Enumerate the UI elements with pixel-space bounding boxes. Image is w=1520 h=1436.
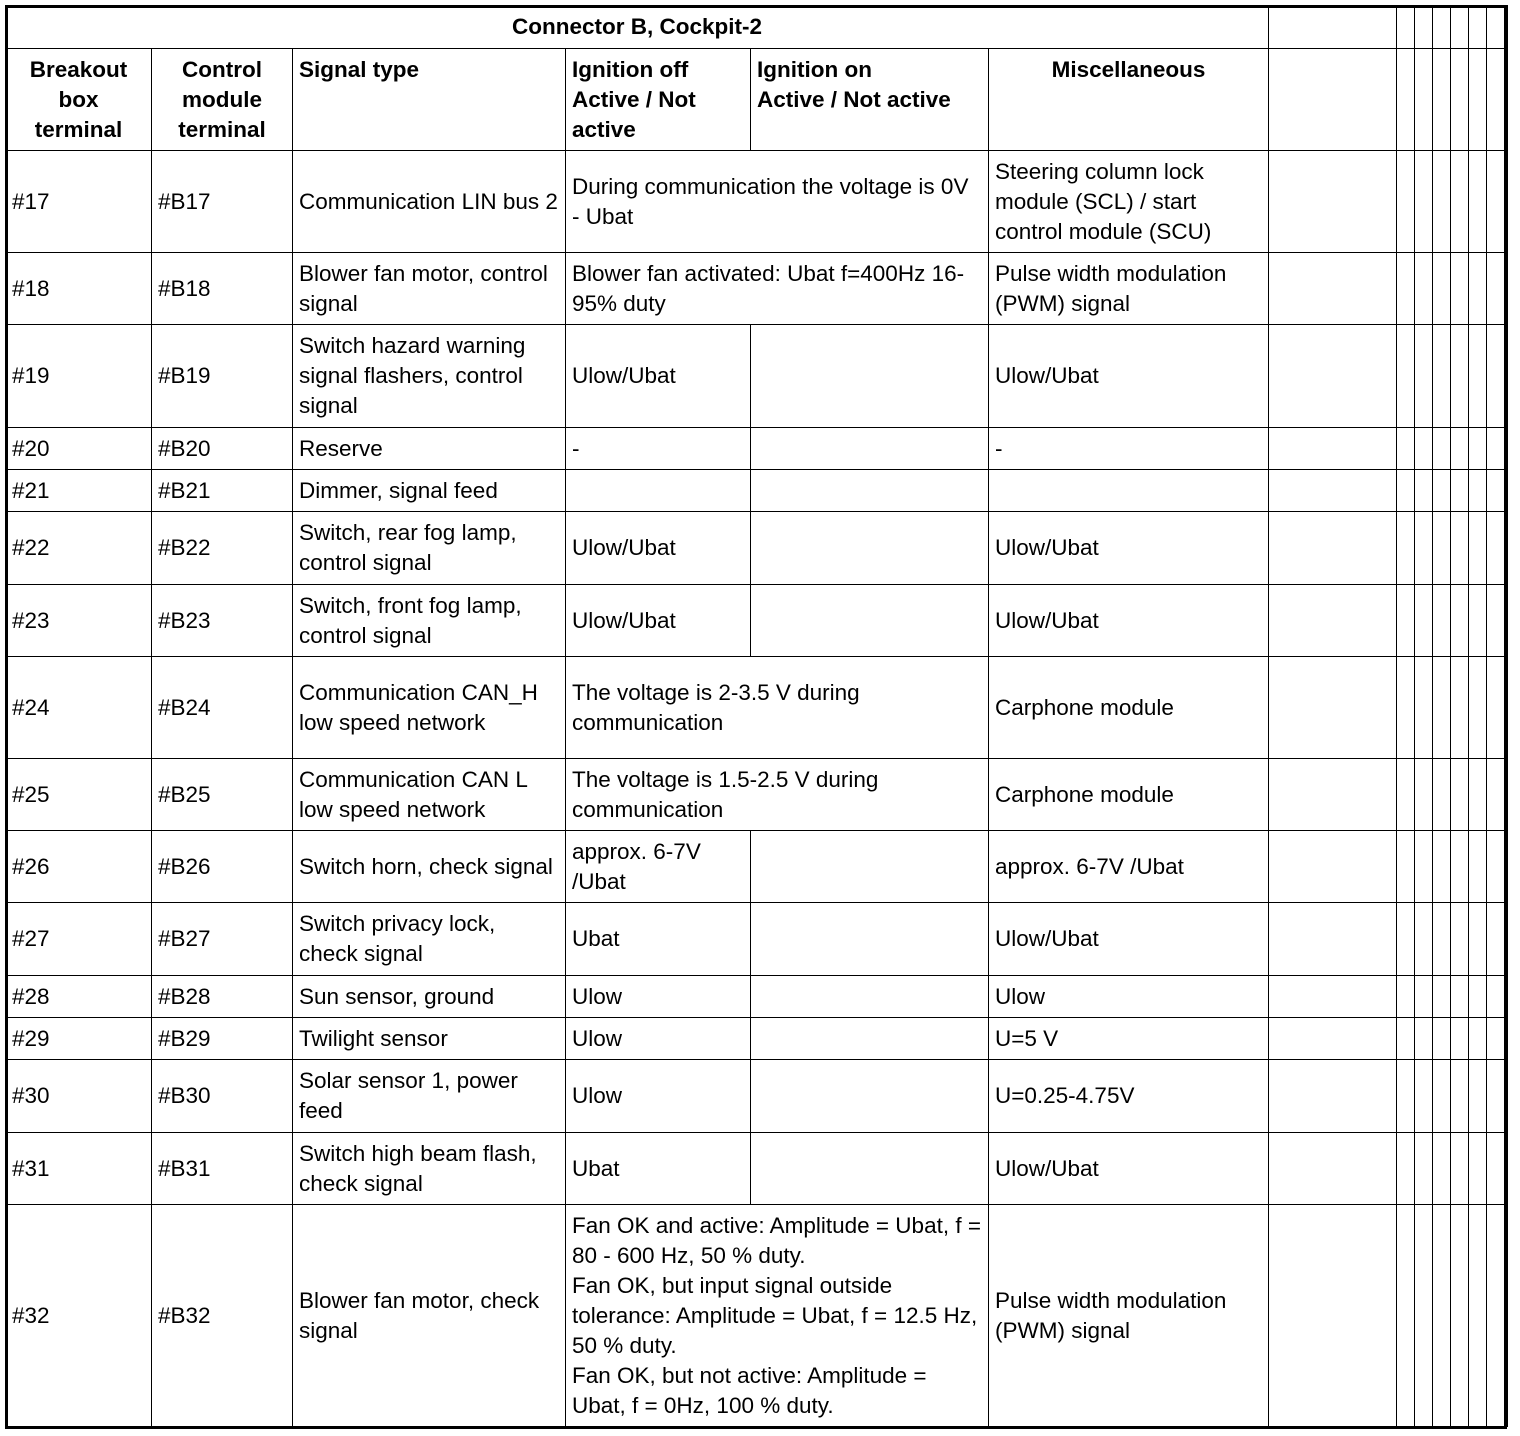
signal-type-cell: Reserve — [293, 428, 566, 470]
ignition-merged-cell: The voltage is 2-3.5 V during communication — [566, 657, 989, 759]
header-ign-on: Ignition on Active / Not active — [751, 49, 989, 151]
table-row — [6, 325, 1508, 428]
table-row — [6, 470, 1508, 512]
miscellaneous-cell: Ulow — [989, 976, 1269, 1018]
ignition-off-cell: Ulow/Ubat — [566, 512, 751, 585]
breakout-terminal-cell: #31 — [6, 1133, 152, 1205]
breakout-terminal-cell: #24 — [6, 657, 152, 759]
signal-type-cell: Blower fan motor, check signal — [293, 1205, 566, 1427]
control-terminal-cell: #B20 — [152, 428, 293, 470]
table-row — [6, 151, 1508, 253]
table-row — [6, 1205, 1508, 1427]
control-terminal-cell: #B22 — [152, 512, 293, 585]
signal-type-cell: Switch hazard warning signal flashers, control signal — [293, 325, 566, 428]
control-terminal-cell: #B21 — [152, 470, 293, 512]
table-title: Connector B, Cockpit-2 — [6, 6, 1269, 49]
miscellaneous-cell — [989, 470, 1269, 512]
breakout-terminal-cell: #20 — [6, 428, 152, 470]
table-row — [6, 903, 1508, 976]
miscellaneous-cell: Ulow/Ubat — [989, 325, 1269, 428]
control-terminal-cell: #B25 — [152, 759, 293, 831]
control-terminal-cell: #B31 — [152, 1133, 293, 1205]
breakout-terminal-cell: #30 — [6, 1060, 152, 1133]
ignition-off-cell: Ulow/Ubat — [566, 585, 751, 657]
breakout-terminal-cell: #25 — [6, 759, 152, 831]
table-row — [6, 831, 1508, 903]
table-row — [6, 428, 1508, 470]
signal-type-cell: Switch, front fog lamp, control signal — [293, 585, 566, 657]
control-terminal-cell: #B30 — [152, 1060, 293, 1133]
control-terminal-cell: #B28 — [152, 976, 293, 1018]
signal-type-cell: Communication CAN L low speed network — [293, 759, 566, 831]
miscellaneous-cell: approx. 6-7V /Ubat — [989, 831, 1269, 903]
ignition-off-cell: Ulow — [566, 1018, 751, 1060]
breakout-terminal-cell: #28 — [6, 976, 152, 1018]
breakout-terminal-cell: #26 — [6, 831, 152, 903]
miscellaneous-cell: Ulow/Ubat — [989, 903, 1269, 976]
signal-type-cell: Dimmer, signal feed — [293, 470, 566, 512]
control-terminal-cell: #B24 — [152, 657, 293, 759]
miscellaneous-cell: Steering column lock module (SCL) / start control module (SCU) — [989, 151, 1269, 253]
ignition-off-cell: - — [566, 428, 751, 470]
breakout-terminal-cell: #19 — [6, 325, 152, 428]
ignition-merged-cell: Fan OK and active: Amplitude = Ubat, f = 80 - 600 Hz, 50 % duty. Fan OK, but input signal outside tolerance: Amplitude = Ubat, f = 12.5 Hz, 50 % duty. Fan OK, but not active: Amplitude = Ubat, f = 0Hz, 100 % duty. — [566, 1205, 989, 1427]
miscellaneous-cell: Pulse width modulation (PWM) signal — [989, 253, 1269, 325]
signal-type-cell: Switch privacy lock, check signal — [293, 903, 566, 976]
miscellaneous-cell: Carphone module — [989, 657, 1269, 759]
ignition-off-cell: Ulow/Ubat — [566, 325, 751, 428]
signal-type-cell: Switch high beam flash, check signal — [293, 1133, 566, 1205]
ignition-merged-cell: The voltage is 1.5-2.5 V during communication — [566, 759, 989, 831]
control-terminal-cell: #B32 — [152, 1205, 293, 1427]
signal-type-cell: Switch, rear fog lamp, control signal — [293, 512, 566, 585]
header-control: Control module terminal — [152, 49, 293, 151]
ignition-off-cell — [566, 470, 751, 512]
breakout-terminal-cell: #21 — [6, 470, 152, 512]
breakout-terminal-cell: #17 — [6, 151, 152, 253]
miscellaneous-cell: U=0.25-4.75V — [989, 1060, 1269, 1133]
signal-type-cell: Switch horn, check signal — [293, 831, 566, 903]
ignition-on-cell — [751, 976, 989, 1018]
signal-type-cell: Twilight sensor — [293, 1018, 566, 1060]
ignition-off-cell: Ulow — [566, 1060, 751, 1133]
ignition-on-cell — [751, 470, 989, 512]
breakout-terminal-cell: #18 — [6, 253, 152, 325]
ignition-merged-cell: During communication the voltage is 0V - Ubat — [566, 151, 989, 253]
ignition-on-cell — [751, 1060, 989, 1133]
table-row — [6, 1133, 1508, 1205]
miscellaneous-cell: Ulow/Ubat — [989, 585, 1269, 657]
table-row — [6, 657, 1508, 759]
control-terminal-cell: #B26 — [152, 831, 293, 903]
breakout-terminal-cell: #27 — [6, 903, 152, 976]
breakout-terminal-cell: #29 — [6, 1018, 152, 1060]
ignition-on-cell — [751, 428, 989, 470]
ignition-off-cell: approx. 6-7V /Ubat — [566, 831, 751, 903]
table-row — [6, 976, 1508, 1018]
ignition-off-cell: Ubat — [566, 903, 751, 976]
signal-type-cell: Sun sensor, ground — [293, 976, 566, 1018]
miscellaneous-cell: Ulow/Ubat — [989, 512, 1269, 585]
ignition-on-cell — [751, 585, 989, 657]
header-ign-off: Ignition off Active / Not active — [566, 49, 751, 151]
ignition-on-cell — [751, 512, 989, 585]
table-row — [6, 585, 1508, 657]
ignition-on-cell — [751, 1133, 989, 1205]
ignition-on-cell — [751, 325, 989, 428]
table-row — [6, 512, 1508, 585]
header-breakout: Breakout box terminal — [6, 49, 152, 151]
control-terminal-cell: #B18 — [152, 253, 293, 325]
ignition-off-cell: Ubat — [566, 1133, 751, 1205]
miscellaneous-cell: U=5 V — [989, 1018, 1269, 1060]
miscellaneous-cell: Ulow/Ubat — [989, 1133, 1269, 1205]
miscellaneous-cell: - — [989, 428, 1269, 470]
ignition-merged-cell: Blower fan activated: Ubat f=400Hz 16-95% duty — [566, 253, 989, 325]
control-terminal-cell: #B27 — [152, 903, 293, 976]
header-misc: Miscellaneous — [989, 49, 1269, 151]
breakout-terminal-cell: #32 — [6, 1205, 152, 1427]
control-terminal-cell: #B19 — [152, 325, 293, 428]
title-row — [6, 6, 1508, 49]
table-row — [6, 1018, 1508, 1060]
control-terminal-cell: #B23 — [152, 585, 293, 657]
breakout-terminal-cell: #23 — [6, 585, 152, 657]
table-row — [6, 1060, 1508, 1133]
control-terminal-cell: #B17 — [152, 151, 293, 253]
miscellaneous-cell: Carphone module — [989, 759, 1269, 831]
ignition-off-cell: Ulow — [566, 976, 751, 1018]
ignition-on-cell — [751, 903, 989, 976]
control-terminal-cell: #B29 — [152, 1018, 293, 1060]
signal-type-cell: Communication CAN_H low speed network — [293, 657, 566, 759]
header-row — [6, 49, 1508, 151]
table-row — [6, 759, 1508, 831]
signal-type-cell: Blower fan motor, control signal — [293, 253, 566, 325]
miscellaneous-cell: Pulse width modulation (PWM) signal — [989, 1205, 1269, 1427]
ignition-on-cell — [751, 1018, 989, 1060]
ignition-on-cell — [751, 831, 989, 903]
header-signal: Signal type — [293, 49, 566, 151]
signal-type-cell: Communication LIN bus 2 — [293, 151, 566, 253]
connector-table — [5, 5, 1508, 1427]
signal-type-cell: Solar sensor 1, power feed — [293, 1060, 566, 1133]
breakout-terminal-cell: #22 — [6, 512, 152, 585]
table-row — [6, 253, 1508, 325]
